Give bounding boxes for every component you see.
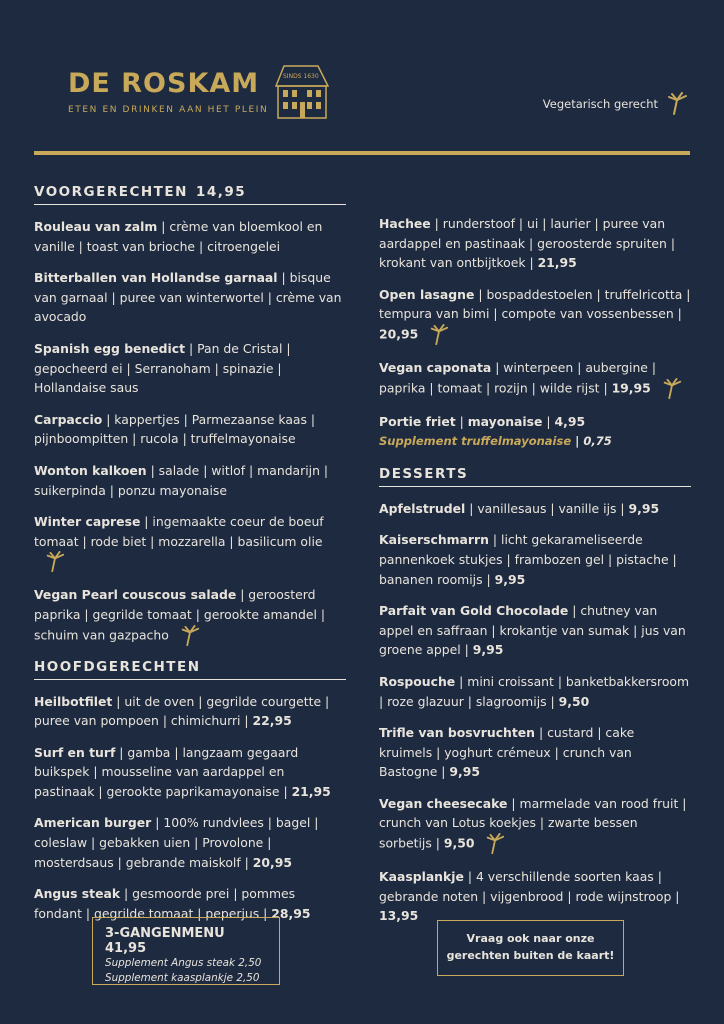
menu-item: Vegan cheesecake | marmelade van rood fruit | crunch van Lotus koekjes | zwarte bessen sorbetijs | 9,50 <box>379 794 691 855</box>
vegetarian-fork-icon <box>482 833 508 855</box>
logo-since: SINDS 1630 <box>283 73 319 80</box>
section-voorgerechten <box>34 184 346 205</box>
menu-item: Heilbotfilet | uit de oven | gegrilde courgette | puree van pompoen | chimichurri | 22,95 <box>34 693 330 729</box>
menu-item: Vegan Pearl couscous salade | geroosterd paprika | gegrilde tomaat | gerookte amandel | schuim van gazpacho <box>34 585 346 646</box>
menu-item: Vegan caponata | winterpeen | aubergine | paprika | tomaat | rozijn | wilde rijst | 19,95 <box>379 358 691 400</box>
vegetarian-legend <box>543 92 690 116</box>
menu-item: Apfelstrudel | vanillesaus | vanille ijs | 9,95 <box>379 500 660 516</box>
menu-item: Kaasplankje | 4 verschillende soorten kaas | gebrande noten | vijgenbrood | rode wijnstroop | 13,95 <box>379 869 680 924</box>
menu-item: Portie friet | mayonaise | 4,95 Supplement truffelmayonaise | 0,75 <box>379 413 612 449</box>
menu-item: Trifle van bosvruchten | custard | cake kruimels | yoghurt crémeux | crunch van Bastogne | 9,95 <box>379 725 635 780</box>
section-title: VOORGERECHTEN <box>34 184 188 200</box>
menu-item: Surf en turf | gamba | langzaam gegaard buikspek | mousseline van aardappel en pastinaak | gerookte paprikamayonaise | 21,95 <box>34 744 331 799</box>
section-title: HOOFDGERECHTEN <box>34 658 201 675</box>
header-divider <box>34 151 690 155</box>
menu-item: Rouleau van zalm | crème van bloemkool en vanille | toast van brioche | citroengelei <box>34 219 323 254</box>
menu-item: Wonton kalkoen | salade | witlof | mandarijn | suikerpinda | ponzu mayonaise <box>34 462 329 498</box>
menu-item: Carpaccio | kappertjes | Parmezaanse kaas | pijnboompitten | rucola | truffelmayonaise <box>34 411 316 447</box>
logo-tagline: ETEN EN DRINKEN AAN HET PLEIN <box>68 105 269 115</box>
right-column <box>379 214 691 938</box>
vegetarian-fork-icon <box>426 324 452 346</box>
logo-name: DE ROSKAM <box>68 68 260 99</box>
supplement-kaasplankje: Supplement kaasplankje 2,50 <box>105 972 260 984</box>
info-box <box>437 920 624 976</box>
menu-item: Angus steak | gesmoorde prei | pommes fondant | gegrilde tomaat | peperjus | 28,95 <box>34 886 311 921</box>
menu-item: Hachee | runderstoof | ui | laurier | puree van aardappel en pastinaak | geroosterde spruiten | krokant van ontbijtkoek | 21,95 <box>379 216 676 271</box>
section-desserts <box>379 466 691 487</box>
restaurant-logo <box>66 62 328 124</box>
vegetarian-fork-icon <box>177 625 203 647</box>
three-course-menu-box <box>92 917 280 985</box>
menu-item: Winter caprese | ingemaakte coeur de boeuf tomaat | rode biet | mozzarella | basilicum olie <box>34 512 346 573</box>
supplement-angus: Supplement Angus steak 2,50 <box>105 957 262 969</box>
info-line-1: Vraag ook naar onze <box>466 932 595 945</box>
supplement-price: 0,75 <box>583 434 612 449</box>
menu-item: Rospouche | mini croissant | banketbakkersroom | roze glazuur | slagroomijs | 9,50 <box>379 673 690 709</box>
menu-item: Parfait van Gold Chocolade | chutney van appel en saffraan | krokantje van sumak | jus van groene appel | 9,95 <box>379 603 686 658</box>
house-icon <box>274 62 330 120</box>
three-course-menu-title: 3-GANGENMENU 41,95 <box>105 926 225 956</box>
menu-item: American burger | 100% rundvlees | bagel | coleslaw | gebakken uien | Provolone | mosterdsaus | gebrande maiskolf | 20,95 <box>34 815 319 870</box>
section-hoofdgerechten <box>34 659 346 680</box>
section-title: DESSERTS <box>379 465 469 482</box>
supplement-label: Supplement truffelmayonaise <box>379 434 572 449</box>
vegetarian-fork-icon <box>42 551 68 573</box>
menu-item: Open lasagne | bospaddestoelen | truffelricotta | tempura van bimi | compote van vossenbessen | 20,95 <box>379 285 691 346</box>
vegetarian-fork-icon <box>664 92 690 116</box>
menu-item: Bitterballen van Hollandse garnaal | bisque van garnaal | puree van winterwortel | crème van avocado <box>34 270 342 325</box>
vegetarian-fork-icon <box>659 378 685 400</box>
info-line-2: gerechten buiten de kaart! <box>446 949 615 962</box>
menu-item: Kaiserschmarrn | licht gekarameliseerde pannenkoek stukjes | frambozen gel | pistache | bananen roomijs | 9,95 <box>379 532 677 587</box>
left-column <box>34 184 346 935</box>
menu-item: Spanish egg benedict | Pan de Cristal | gepocheerd ei | Serranoham | spinazie | Hollandaise saus <box>34 340 291 396</box>
vegetarian-legend-label: Vegetarisch gerecht <box>542 97 658 111</box>
section-price: 14,95 <box>195 184 247 200</box>
